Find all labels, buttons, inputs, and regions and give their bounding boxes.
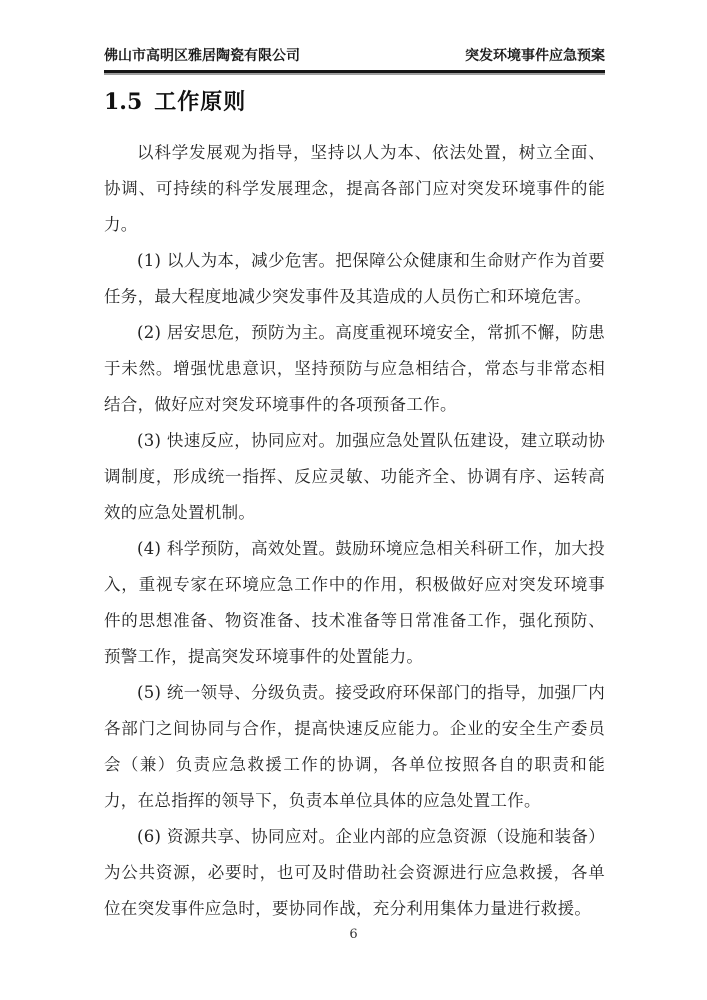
body-paragraph-2: (1) 以人为本，减少危害。把保障公众健康和生命财产作为首要任务，最大程度地减少突发事件及其造成的人员伤亡和环境危害。 — [104, 251, 605, 306]
header-company-name: 佛山市高明区雅居陶瓷有限公司 — [104, 48, 300, 64]
page-number: 6 — [349, 927, 358, 942]
body-paragraph-3: (2) 居安思危，预防为主。高度重视环境安全，常抓不懈，防患于未然。增强忧患意识，坚持预防与应急相结合，常态与非常态相结合，做好应对突发环境事件的各项预备工作。 — [104, 323, 605, 414]
page-footer — [0, 927, 707, 942]
header-divider — [104, 70, 605, 75]
body-paragraph-5: (4) 科学预防，高效处置。鼓励环境应急相关科研工作，加大投入，重视专家在环境应急工作中的作用，积极做好应对突发环境事件的思想准备、物资准备、技术准备等日常准备工作，强化预防、预警工作，提高突发环境事件的处置能力。 — [104, 539, 605, 666]
section-title — [104, 89, 605, 115]
body-paragraph-6: (5) 统一领导、分级负责。接受政府环保部门的指导，加强厂内各部门之间协同与合作，提高快速反应能力。企业的安全生产委员会（兼）负责应急救援工作的协调，各单位按照各自的职责和能力，在总指挥的领导下，负责本单位具体的应急处置工作。 — [104, 683, 605, 810]
body-paragraph-7: (6) 资源共享、协同应对。企业内部的应急资源（设施和装备）为公共资源，必要时，也可及时借助社会资源进行应急救援，各单位在突发事件应急时，要协同作战，充分利用集体力量进行救援。 — [104, 827, 605, 918]
page-header — [104, 48, 605, 70]
document-body — [104, 135, 605, 927]
body-paragraph-1: 以科学发展观为指导，坚持以人为本、依法处置，树立全面、协调、可持续的科学发展理念，提高各部门应对突发环境事件的能力。 — [104, 143, 605, 234]
body-paragraph-4: (3) 快速反应，协同应对。加强应急处置队伍建设，建立联动协调制度，形成统一指挥、反应灵敏、功能齐全、协调有序、运转高效的应急处置机制。 — [104, 431, 605, 522]
header-document-title: 突发环境事件应急预案 — [465, 48, 605, 64]
section-number: 1.5 — [104, 89, 143, 115]
section-title-text: 工作原则 — [154, 89, 247, 115]
